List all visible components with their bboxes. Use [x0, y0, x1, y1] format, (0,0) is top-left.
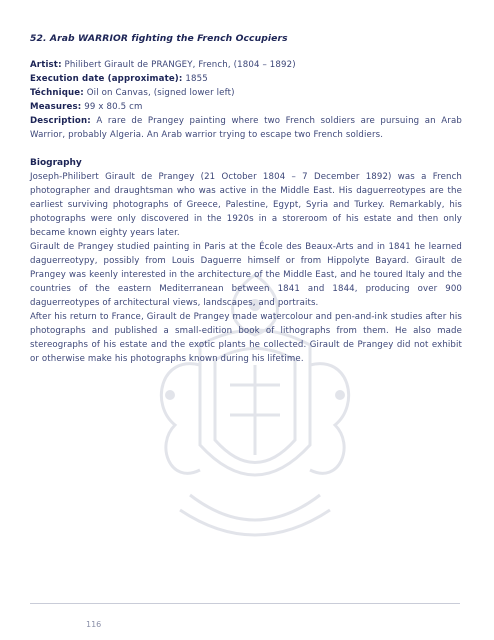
- date-value: 1855: [185, 74, 208, 84]
- page-number: 116: [86, 620, 102, 629]
- description-label: Description:: [30, 116, 91, 126]
- measures-label: Measures:: [30, 102, 82, 112]
- artist-label: Artist:: [30, 60, 62, 70]
- artist-value: Philibert Girault de PRANGEY, French, (1804 – 1892): [64, 60, 296, 70]
- page-content: [30, 32, 462, 366]
- technique-label: Téchnique:: [30, 88, 84, 98]
- measures-row: [30, 100, 462, 114]
- biography-heading: Biography: [30, 158, 82, 168]
- measures-value: 99 x 80.5 cm: [84, 102, 143, 112]
- artwork-title: 52. Arab WARRIOR fighting the French Occupiers: [30, 33, 288, 44]
- biography-paragraph: After his return to France, Girault de Prangey made watercolour and pen-and-ink studies after his photographs and published a small-edition book of lithographs from them. He also made stereographs of his estate and the exotic plants he collected. Girault de Prangey did not exhibit or otherwise make his photographs known during his lifetime.: [30, 312, 462, 364]
- technique-value: Oil on Canvas, (signed lower left): [86, 88, 235, 98]
- footer-divider: [30, 603, 460, 604]
- artist-row: [30, 58, 462, 72]
- technique-row: [30, 86, 462, 100]
- biography-paragraph: Girault de Prangey studied painting in Paris at the École des Beaux-Arts and in 1841 he learned daguerreotypy, possibly from Louis Daguerre himself or from Hippolyte Bayard. Girault de Prangey was keenly interested in the architecture of the Middle East, and he toured Italy and the countries of the eastern Mediterranean between 1841 and 1844, producing over 900 daguerreotypes of architectural views, landscapes, and portraits.: [30, 242, 462, 308]
- description-row: [30, 114, 462, 142]
- date-row: [30, 72, 462, 86]
- biography-paragraph: Joseph-Philibert Girault de Prangey (21 October 1804 – 7 December 1892) was a French photographer and draughtsman who was active in the Middle East. His daguerreotypes are the earliest surviving photographs of Greece, Palestine, Egypt, Syria and Turkey. Remarkably, his photographs were only discovered in the 1920s in a storeroom of his estate and then only became known eighty years later.: [30, 172, 462, 238]
- date-label: Execution date (approximate):: [30, 74, 183, 84]
- description-value: A rare de Prangey painting where two French soldiers are pursuing an Arab Warrior, probably Algeria. An Arab warrior trying to escape two French soldiers.: [30, 116, 462, 140]
